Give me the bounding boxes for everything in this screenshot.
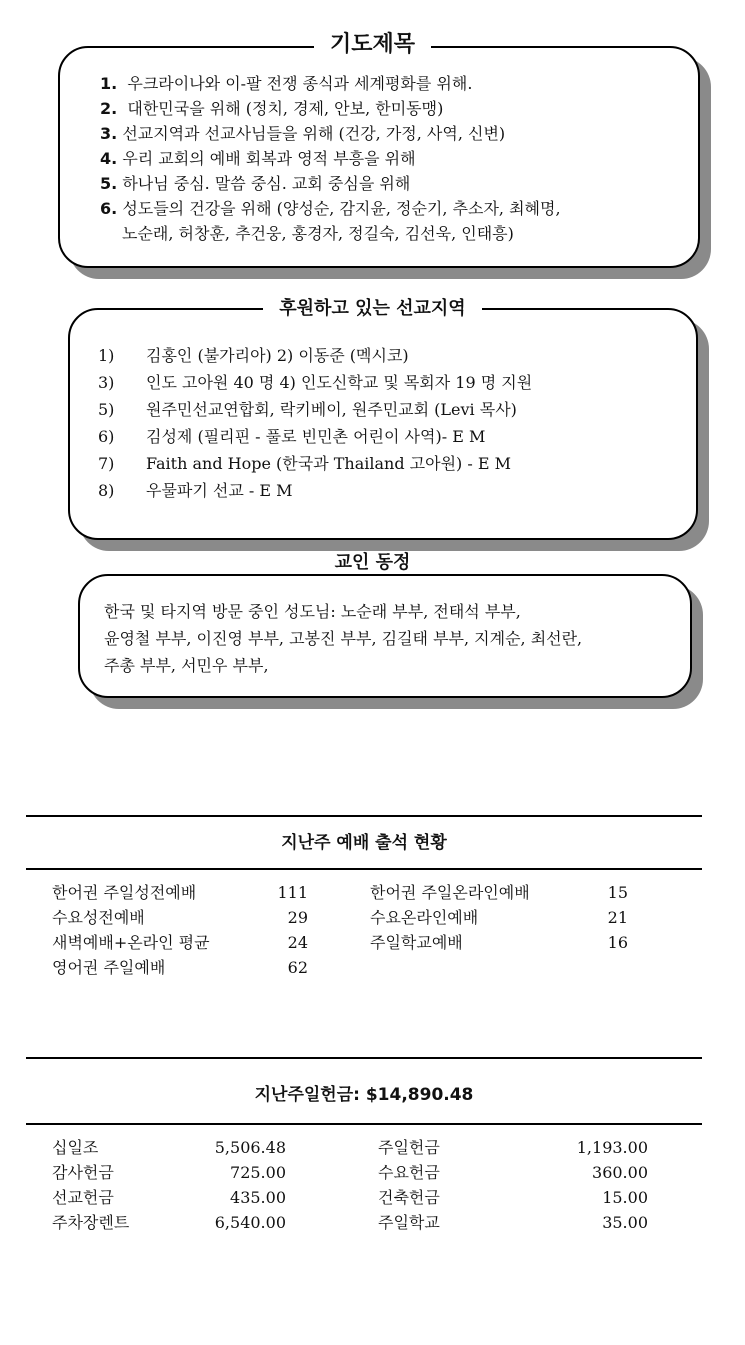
offering-label: 선교헌금 <box>52 1188 114 1207</box>
mission-item-text: 김홍인 (불가리아) 2) 이동준 (멕시코) <box>146 346 409 365</box>
prayer-item-text: 하나님 중심. 말씀 중심. 교회 중심을 위해 <box>122 174 411 193</box>
mission-item-num: 6) <box>98 427 115 446</box>
mission-item-text: 우물파기 선교 - E M <box>146 481 293 500</box>
mission-item <box>98 371 532 395</box>
mission-item-text: 원주민선교연합회, 락키베이, 원주민교회 (Levi 목사) <box>146 400 517 419</box>
offering-label: 십일조 <box>52 1138 99 1157</box>
prayer-title <box>0 30 745 60</box>
attendance-value: 21 <box>607 908 628 927</box>
offering-title-text: 지난주일헌금: $14,890.48 <box>254 1085 474 1105</box>
offering-bottom-rule <box>26 1123 702 1125</box>
prayer-item-num: 6. <box>100 199 118 218</box>
mission-item-text: 김성제 (필리핀 - 풀로 빈민촌 어린이 사역)- E M <box>146 427 486 446</box>
mission-item <box>98 479 293 503</box>
prayer-item <box>100 172 410 196</box>
mission-item-num: 1) <box>98 346 115 365</box>
prayer-item-num: 4. <box>100 149 118 168</box>
news-line-text: 주총 부부, 서민우 부부, <box>104 656 269 675</box>
attendance-label: 한어권 주일성전예배 <box>52 883 197 902</box>
news-line-text: 한국 및 타지역 방문 중인 성도님: 노순래 부부, 전태석 부부, <box>104 602 521 621</box>
prayer-item-text: 우크라이나와 이-팔 전쟁 종식과 세계평화를 위해. <box>127 74 473 93</box>
offering-label: 주일학교 <box>378 1213 440 1232</box>
mission-item-num: 7) <box>98 454 115 473</box>
offering-value: 35.00 <box>602 1213 648 1232</box>
attendance-value: 24 <box>287 933 308 952</box>
attendance-bottom-rule <box>26 868 702 870</box>
attendance-value: 62 <box>287 958 308 977</box>
attendance-top-rule <box>26 815 702 817</box>
offering-value: 1,193.00 <box>576 1138 648 1157</box>
prayer-item-num: 1. <box>100 74 118 93</box>
prayer-item-continuation <box>122 222 514 246</box>
mission-item <box>98 398 517 422</box>
offering-value: 435.00 <box>230 1188 286 1207</box>
offering-title <box>26 1082 702 1108</box>
attendance-value: 16 <box>607 933 628 952</box>
mission-item <box>98 452 511 476</box>
news-title-text: 교인 동정 <box>319 552 427 573</box>
prayer-item <box>100 197 561 221</box>
prayer-item-text: 대한민국을 위해 (정치, 경제, 안보, 한미동맹) <box>127 99 444 118</box>
prayer-item-text: 성도들의 건강을 위해 (양성순, 감지윤, 정순기, 추소자, 최혜명, <box>122 199 561 218</box>
mission-item <box>98 425 485 449</box>
offering-label: 주일헌금 <box>378 1138 440 1157</box>
prayer-item <box>100 97 443 121</box>
mission-item-text: Faith and Hope (한국과 Thailand 고아원) - E M <box>146 454 512 473</box>
attendance-value: 111 <box>277 883 308 902</box>
prayer-title-text: 기도제목 <box>314 32 431 57</box>
prayer-item-num: 3. <box>100 124 118 143</box>
prayer-item-text: 우리 교회의 예배 회복과 영적 부흥을 위해 <box>122 149 416 168</box>
offering-value: 725.00 <box>230 1163 286 1182</box>
prayer-item <box>100 72 472 96</box>
offering-label: 주차장렌트 <box>52 1213 130 1232</box>
offering-value: 6,540.00 <box>214 1213 286 1232</box>
prayer-item <box>100 147 416 171</box>
attendance-label: 수요온라인예배 <box>370 908 479 927</box>
news-line <box>104 627 582 651</box>
missions-title-text: 후원하고 있는 선교지역 <box>263 298 481 319</box>
offering-value: 5,506.48 <box>214 1138 286 1157</box>
offering-value: 360.00 <box>592 1163 648 1182</box>
attendance-title-text: 지난주 예배 출석 현황 <box>281 833 447 853</box>
attendance-label: 주일학교예배 <box>370 933 463 952</box>
attendance-value: 15 <box>607 883 628 902</box>
attendance-value: 29 <box>287 908 308 927</box>
attendance-label: 수요성전예배 <box>52 908 145 927</box>
prayer-continuation-text: 노순래, 허창훈, 추건웅, 홍경자, 정길숙, 김선욱, 인태흥) <box>122 224 514 243</box>
attendance-title <box>26 830 702 856</box>
missions-box <box>68 308 698 540</box>
prayer-item-text: 선교지역과 선교사님들을 위해 (건강, 가정, 사역, 신변) <box>122 124 506 143</box>
prayer-item-num: 5. <box>100 174 118 193</box>
prayer-item <box>100 122 505 146</box>
attendance-label: 한어권 주일온라인예배 <box>370 883 530 902</box>
offering-label: 건축헌금 <box>378 1188 440 1207</box>
missions-title <box>0 295 745 323</box>
mission-item <box>98 344 409 368</box>
news-line <box>104 654 269 678</box>
mission-item-num: 3) <box>98 373 115 392</box>
offering-value: 15.00 <box>602 1188 648 1207</box>
offering-top-rule <box>26 1057 702 1059</box>
prayer-item-num: 2. <box>100 99 118 118</box>
news-title <box>0 549 745 577</box>
mission-item-num: 5) <box>98 400 115 419</box>
attendance-label: 새벽예배+온라인 평균 <box>52 933 210 952</box>
attendance-label: 영어권 주일예배 <box>52 958 166 977</box>
offering-label: 수요헌금 <box>378 1163 440 1182</box>
offering-label: 감사헌금 <box>52 1163 114 1182</box>
news-line-text: 윤영철 부부, 이진영 부부, 고봉진 부부, 김길태 부부, 지계순, 최선란, <box>104 629 583 648</box>
mission-item-num: 8) <box>98 481 115 500</box>
news-line <box>104 600 521 624</box>
mission-item-text: 인도 고아원 40 명 4) 인도신학교 및 목회자 19 명 지원 <box>146 373 533 392</box>
